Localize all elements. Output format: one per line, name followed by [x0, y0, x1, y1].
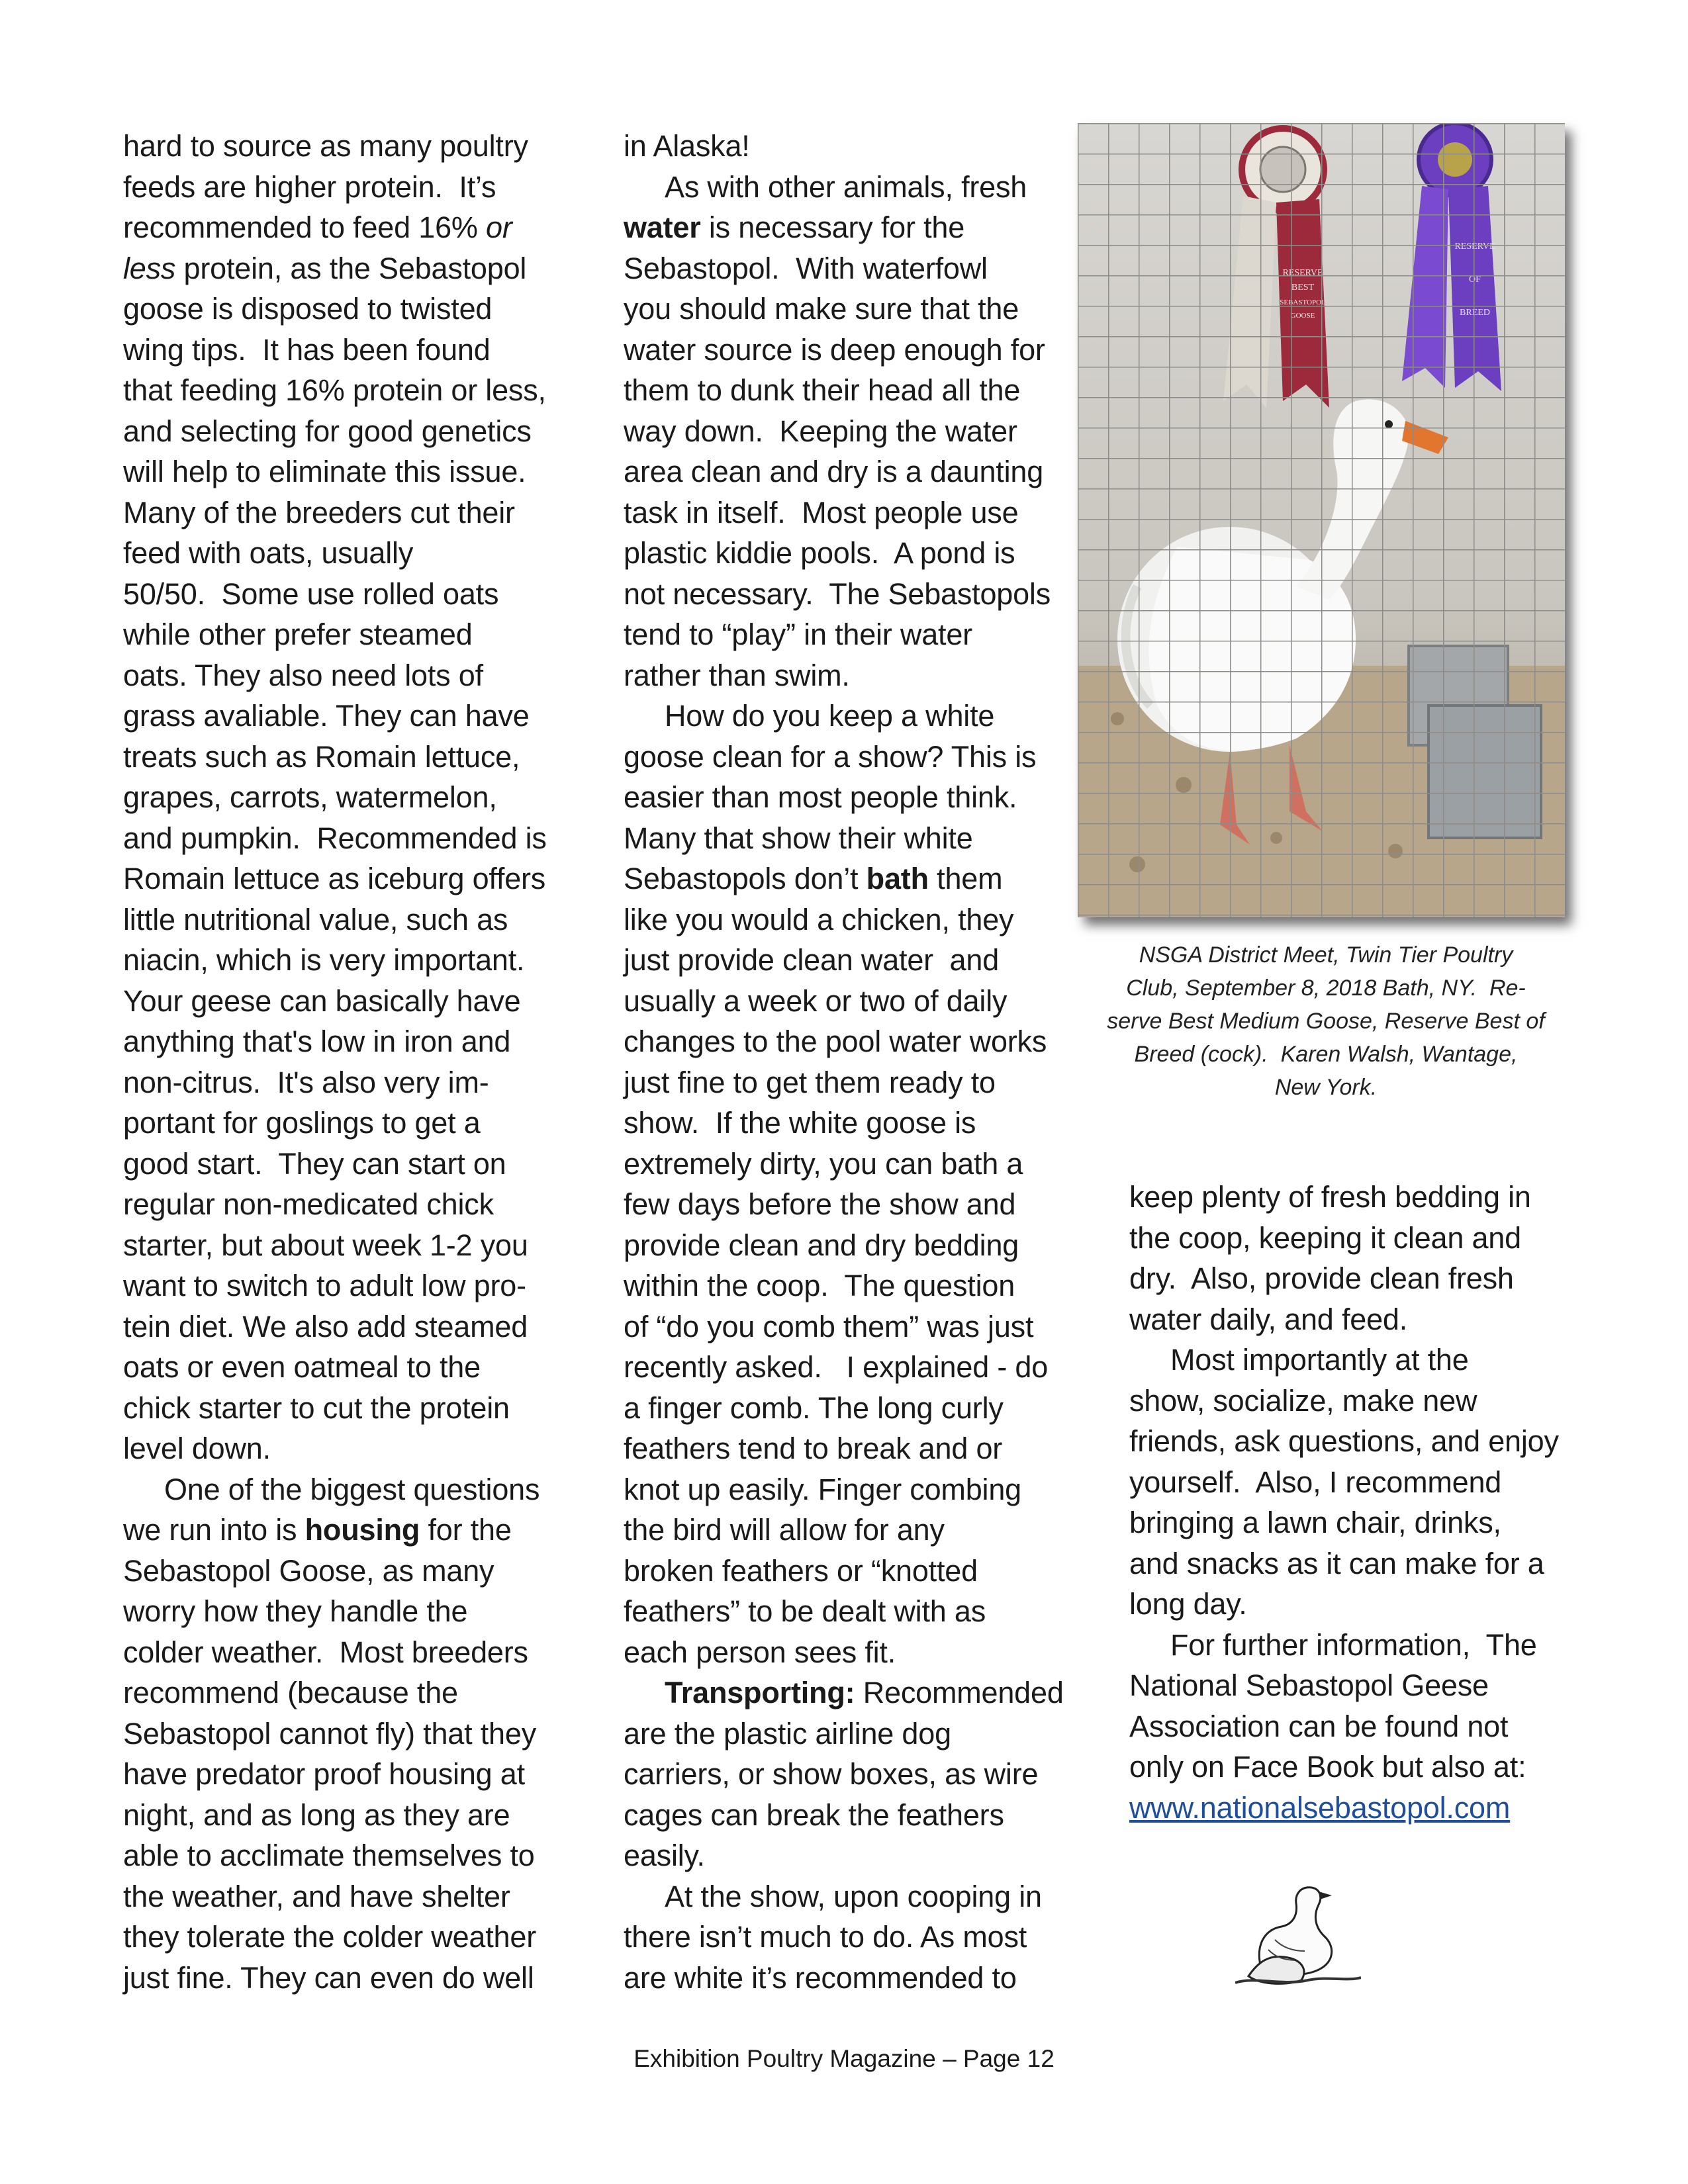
text-line: water daily, and feed.: [1129, 1302, 1408, 1336]
text-line: [624, 858, 1080, 899]
text-line: task in itself. Most people use: [624, 495, 1019, 529]
text-line: within the coop. The question: [624, 1269, 1015, 1302]
text-line: provide clean and dry bedding: [624, 1228, 1019, 1262]
text-line: just provide clean water and: [624, 943, 1000, 977]
text-line: [1129, 1788, 1593, 1829]
text-line: recently asked. I explained - do: [624, 1350, 1049, 1384]
text-line: want to switch to adult low pro-: [123, 1269, 526, 1302]
text-line: the coop, keeping it clean and: [1129, 1220, 1521, 1255]
photo-caption: [1071, 938, 1581, 1104]
text-line: they tolerate the colder weather: [123, 1920, 536, 1954]
text-line: As with other animals, fresh: [665, 169, 1027, 204]
text-line: At the show, upon cooping in: [665, 1879, 1042, 1913]
text-line: recommend (because the: [123, 1676, 458, 1709]
bold-term: Transporting:: [665, 1676, 855, 1709]
text-line: easily.: [624, 1839, 705, 1872]
text-line: How do you keep a white: [665, 699, 995, 733]
text-line: able to acclimate themselves to: [123, 1839, 535, 1872]
text-line: plastic kiddie pools. A pond is: [624, 536, 1015, 570]
text-line: Many that show their white: [624, 821, 973, 855]
text-line: only on Face Book but also at:: [1129, 1750, 1526, 1784]
text-line: oats or even oatmeal to the: [123, 1350, 481, 1384]
text-line: the bird will allow for any: [624, 1513, 945, 1547]
text-line: easier than most people think.: [624, 780, 1017, 814]
text-line: grapes, carrots, watermelon,: [123, 780, 497, 814]
text-line: Sebastopol cannot fly) that they: [123, 1716, 536, 1751]
text-line: feathers” to be dealt with as: [624, 1594, 986, 1628]
text-line: usually a week or two of daily: [624, 983, 1008, 1018]
text-line: yourself. Also, I recommend: [1129, 1465, 1502, 1499]
text-line: [624, 207, 1080, 248]
text-line: 50/50. Some use rolled oats: [123, 576, 499, 611]
caption-line: NSGA District Meet, Twin Tier Poultry: [1139, 942, 1513, 968]
text-run: Sebastopols don’t: [624, 862, 867, 895]
text-line: while other prefer steamed: [123, 617, 473, 651]
text-line: in Alaska!: [624, 129, 750, 163]
text-run: is necessary for the: [700, 210, 965, 244]
text-line: chick starter to cut the protein: [123, 1390, 510, 1425]
text-line: [123, 248, 600, 289]
text-line: bringing a lawn chair, drinks,: [1129, 1506, 1501, 1539]
text-line: [123, 1510, 600, 1551]
text-line: are the plastic airline dog: [624, 1716, 951, 1751]
text-line: One of the biggest questions: [164, 1472, 540, 1506]
text-line: feeds are higher protein. It’s: [123, 169, 496, 204]
text-line: keep plenty of fresh bedding in: [1129, 1180, 1531, 1214]
text-line: night, and as long as they are: [123, 1797, 510, 1832]
text-line: cages can break the feathers: [624, 1797, 1004, 1832]
bold-term: water: [624, 210, 701, 244]
text-line: and selecting for good genetics: [123, 414, 532, 448]
italic-term: or: [486, 210, 512, 244]
text-run: protein, as the Sebastopol: [175, 251, 527, 285]
text-run: recommended to feed 16%: [123, 210, 487, 244]
text-line: show. If the white goose is: [624, 1106, 976, 1140]
text-line: and pumpkin. Recommended is: [123, 821, 547, 855]
text-line: that feeding 16% protein or less,: [123, 373, 546, 407]
text-line: feathers tend to break and or: [624, 1432, 1003, 1465]
text-line: friends, ask questions, and enjoy: [1129, 1424, 1559, 1458]
text-line: and snacks as it can make for a: [1129, 1546, 1544, 1580]
text-run: we run into is: [123, 1513, 305, 1547]
text-line: [624, 1672, 1080, 1713]
text-line: goose is disposed to twisted: [123, 292, 492, 326]
text-line: have predator proof housing at: [123, 1757, 525, 1791]
text-line: worry how they handle the: [123, 1594, 468, 1628]
text-line: little nutritional value, such as: [123, 902, 508, 936]
text-line: just fine. They can even do well: [123, 1960, 534, 1995]
text-line: each person sees fit.: [624, 1635, 896, 1669]
text-line: way down. Keeping the water: [624, 414, 1017, 448]
text-line: just fine to get them ready to: [624, 1065, 996, 1099]
text-line: treats such as Romain lettuce,: [123, 739, 520, 774]
text-line: few days before the show and: [624, 1187, 1016, 1221]
italic-term: less: [123, 251, 176, 285]
caption-line: Club, September 8, 2018 Bath, NY. Re-: [1126, 976, 1526, 1001]
text-line: good start. They can start on: [123, 1146, 506, 1181]
text-line: Most importantly at the: [1170, 1343, 1469, 1377]
text-line: water source is deep enough for: [624, 332, 1045, 367]
article-column-2: [624, 126, 1080, 1998]
website-link[interactable]: www.nationalsebastopol.com: [1129, 1790, 1511, 1825]
text-line: anything that's low in iron and: [123, 1024, 511, 1058]
text-line: level down.: [123, 1432, 271, 1465]
text-line: changes to the pool water works: [624, 1024, 1047, 1058]
text-line: oats. They also need lots of: [123, 658, 483, 692]
article-column-1: [123, 126, 600, 1998]
text-line: you should make sure that the: [624, 292, 1019, 326]
text-line: starter, but about week 1-2 you: [123, 1228, 528, 1262]
text-line: Association can be found not: [1129, 1709, 1509, 1743]
caption-line: New York.: [1274, 1075, 1378, 1100]
text-line: will help to eliminate this issue.: [123, 455, 526, 488]
caption-line: serve Best Medium Goose, Reserve Best of: [1107, 1009, 1545, 1034]
text-line: extremely dirty, you can bath a: [624, 1146, 1023, 1181]
text-line: feed with oats, usually: [123, 536, 414, 570]
text-line: niacin, which is very important.: [123, 943, 525, 977]
text-line: are white it’s recommended to: [624, 1960, 1017, 1995]
bold-term: housing: [305, 1513, 420, 1547]
text-line: show, socialize, make new: [1129, 1383, 1477, 1418]
text-line: Many of the breeders cut their: [123, 495, 515, 529]
text-line: non-citrus. It's also very im-: [123, 1065, 489, 1099]
text-line: there isn’t much to do. As most: [624, 1920, 1027, 1954]
page-footer: Exhibition Poultry Magazine – Page 12: [633, 2045, 1055, 2072]
text-line: regular non-medicated chick: [123, 1187, 494, 1221]
text-line: goose clean for a show? This is: [624, 739, 1037, 774]
text-line: For further information, The: [1170, 1627, 1537, 1662]
text-line: Sebastopol. With waterfowl: [624, 251, 988, 285]
text-line: a finger comb. The long curly: [624, 1390, 1004, 1425]
text-line: [123, 207, 600, 248]
text-line: tein diet. We also add steamed: [123, 1309, 528, 1343]
text-line: portant for goslings to get a: [123, 1106, 481, 1140]
text-line: wing tips. It has been found: [123, 332, 491, 367]
text-line: knot up easily. Finger combing: [624, 1472, 1021, 1506]
text-line: Sebastopol Goose, as many: [123, 1553, 494, 1588]
text-line: Your geese can basically have: [123, 983, 521, 1018]
text-line: broken feathers or “knotted: [624, 1553, 978, 1588]
text-line: them to dunk their head all the: [624, 373, 1021, 407]
text-line: rather than swim.: [624, 658, 850, 692]
text-line: of “do you comb them” was just: [624, 1309, 1034, 1343]
bold-term: bath: [866, 862, 929, 895]
text-line: the weather, and have shelter: [123, 1879, 510, 1913]
text-line: area clean and dry is a daunting: [624, 455, 1044, 488]
text-line: colder weather. Most breeders: [123, 1635, 528, 1669]
text-line: grass avaliable. They can have: [123, 699, 530, 733]
text-line: National Sebastopol Geese: [1129, 1668, 1489, 1702]
article-column-3: [1129, 1177, 1593, 1828]
text-line: like you would a chicken, they: [624, 902, 1014, 936]
text-line: dry. Also, provide clean fresh: [1129, 1261, 1514, 1295]
text-run: Recommended: [855, 1676, 1064, 1709]
caption-line: Breed (cock). Karen Walsh, Wantage,: [1134, 1042, 1518, 1067]
text-run: for the: [420, 1513, 512, 1547]
text-run: them: [928, 862, 1003, 895]
text-line: hard to source as many poultry: [123, 129, 528, 163]
text-line: long day.: [1129, 1587, 1247, 1621]
text-line: tend to “play” in their water: [624, 617, 972, 651]
goose-show-photo: [1078, 123, 1565, 917]
goose-illustration: [1235, 1877, 1361, 1989]
text-line: not necessary. The Sebastopols: [624, 576, 1051, 611]
text-line: Romain lettuce as iceburg offers: [123, 862, 546, 895]
text-line: carriers, or show boxes, as wire: [624, 1757, 1039, 1791]
